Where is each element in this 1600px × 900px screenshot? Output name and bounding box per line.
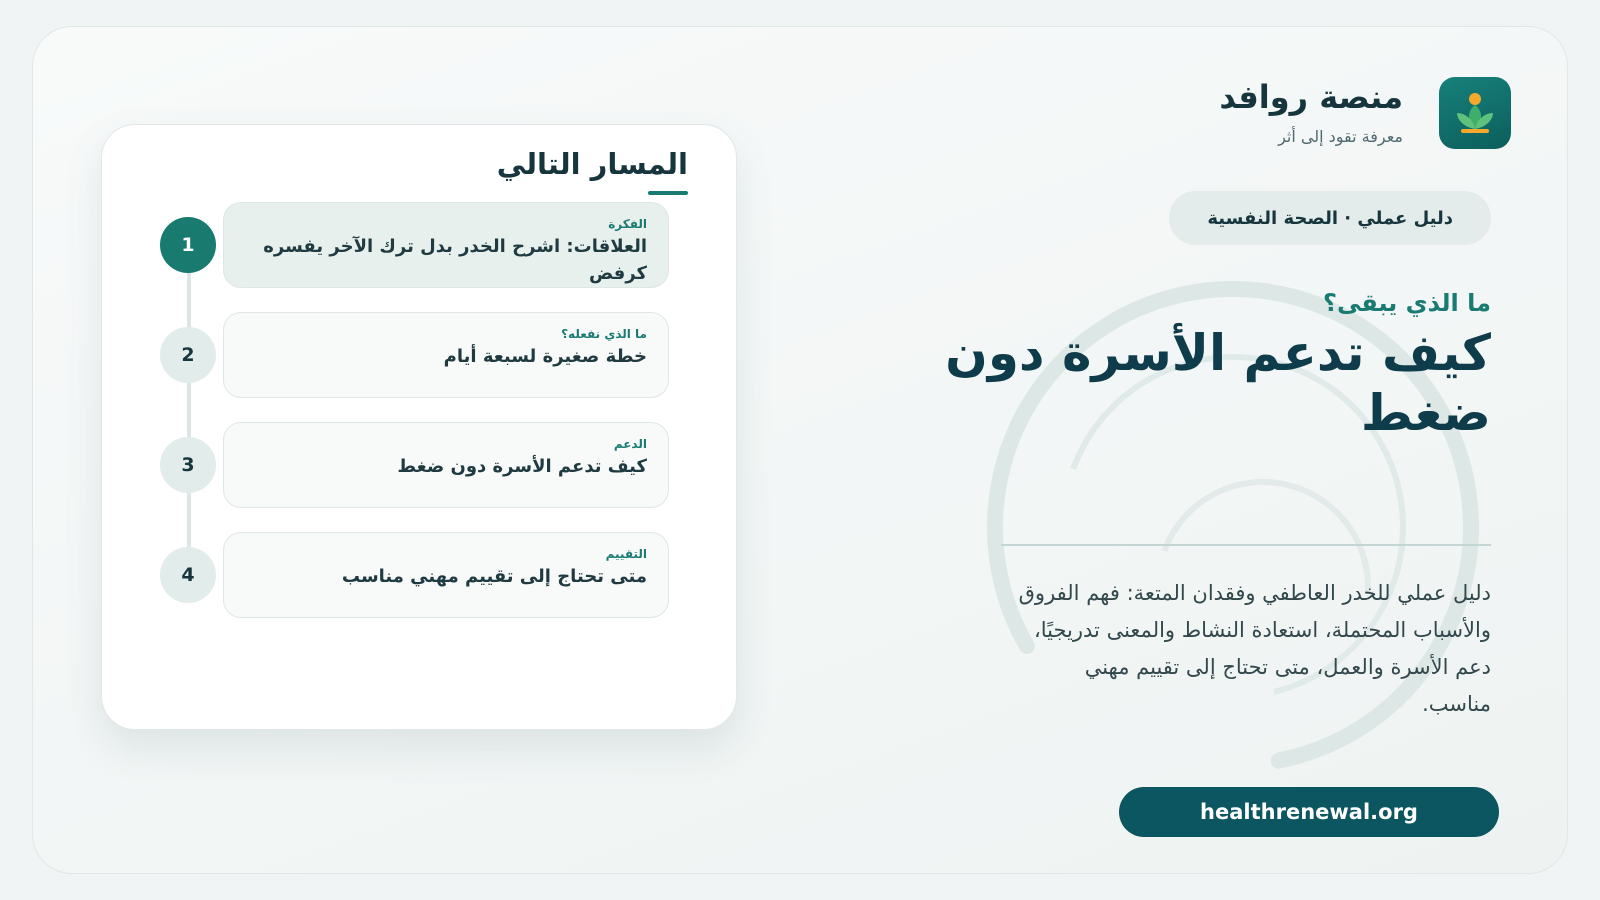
timeline-rail <box>187 245 191 575</box>
page-title: كيف تدعم الأسرة دون ضغط <box>945 324 1491 442</box>
step-1-text: العلاقات: اشرح الخدر بدل ترك الآخر يفسره كرفض <box>263 236 647 284</box>
step-2-label: ما الذي نفعله؟ <box>561 327 647 341</box>
website-link[interactable]: healthrenewal.org <box>1119 787 1499 837</box>
step-1-number: 1 <box>160 217 216 273</box>
brand-header <box>1219 77 1511 149</box>
step-2-card[interactable] <box>223 312 669 398</box>
description-text: دليل عملي للخدر العاطفي وفقدان المتعة: فهم الفروق والأسباب المحتملة، استعادة النشاط والمعنى تدريجيًا، دعم الأسرة والعمل، متى تحتاج إلى تقييم مهني مناسب. <box>1018 581 1491 716</box>
slide-frame <box>32 26 1568 874</box>
lotus-icon <box>1439 77 1511 149</box>
step-3-number: 3 <box>160 437 216 493</box>
kicker-text: ما الذي يبقى؟ <box>1323 289 1491 317</box>
step-4-number: 4 <box>160 547 216 603</box>
step-4-text: متى تحتاج إلى تقييم مهني مناسب <box>341 566 647 587</box>
brand-tagline: معرفة تقود إلى أثر <box>1278 127 1403 147</box>
step-3-text: كيف تدعم الأسرة دون ضغط <box>397 456 647 477</box>
title-underline <box>648 191 688 195</box>
step-4-label: التقييم <box>605 547 647 561</box>
step-2-text: خطة صغيرة لسبعة أيام <box>443 346 647 367</box>
step-1-label: الفكرة <box>608 217 647 231</box>
path-card <box>101 124 737 730</box>
brand-name: منصة روافد <box>1219 77 1403 116</box>
divider <box>1001 544 1491 546</box>
category-pill: دليل عملي · الصحة النفسية <box>1169 191 1491 245</box>
brand-text <box>1219 77 1403 147</box>
step-4-card[interactable] <box>223 532 669 618</box>
step-1-card[interactable] <box>223 202 669 288</box>
step-3-label: الدعم <box>613 437 647 451</box>
card-title: المسار التالي <box>496 147 688 181</box>
step-2-number: 2 <box>160 327 216 383</box>
step-3-card[interactable] <box>223 422 669 508</box>
